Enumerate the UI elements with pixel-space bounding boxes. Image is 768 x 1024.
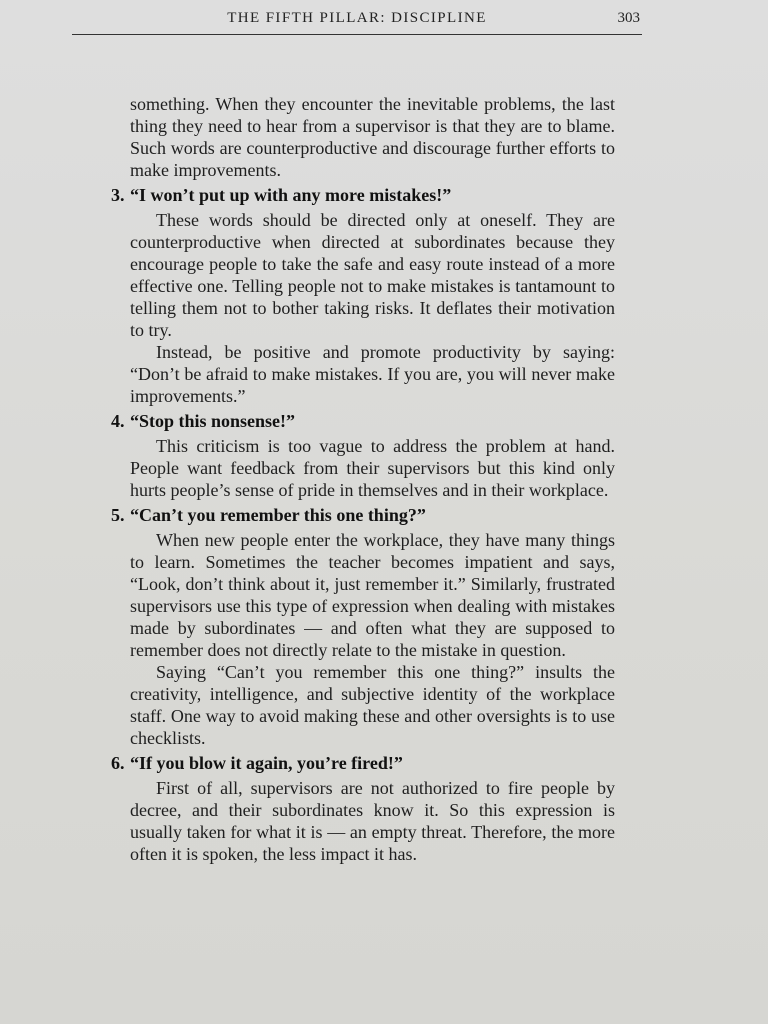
- item-number: 4.: [111, 411, 125, 431]
- item-title: “Can’t you remember this one thing?”: [130, 505, 426, 525]
- numbered-item-3: [111, 184, 615, 407]
- numbered-item-5: [111, 504, 615, 749]
- item-paragraph: This criticism is too vague to address the problem at hand. People want feedback from their supervisors but this kind only hurts people’s sense of pride in themselves and in their workplace.: [130, 436, 615, 500]
- item-heading: [111, 752, 615, 774]
- item-heading: [111, 184, 615, 206]
- item-number: 3.: [111, 185, 125, 205]
- page-body: [111, 93, 615, 865]
- item-paragraph: When new people enter the workplace, they have many things to learn. Sometimes the teacher becomes impatient and says, “Look, don’t think about it, just remember it.” Similarly, frustrated supervisors use this type of expression when dealing with mistakes made by subordinates — and often what they are supposed to remember does not directly relate to the mistake in question.: [130, 530, 615, 660]
- numbered-item-6: [111, 752, 615, 865]
- numbered-item-4: [111, 410, 615, 501]
- item-heading: [111, 504, 615, 526]
- item-paragraph: These words should be directed only at oneself. They are counterproductive when directed at subordinates because they encourage people to take the safe and easy route instead of a more effective one. Telling people not to make mistakes is tantamount to telling them not to bother taking risks. It deflates their motivation to try.: [130, 210, 615, 340]
- running-title: THE FIFTH PILLAR: DISCIPLINE: [227, 10, 487, 26]
- item-paragraph: First of all, supervisors are not authorized to fire people by decree, and their subordinates know it. So this expression is usually taken for what it is — an empty threat. Therefore, the more often it is spoken, the less impact it has.: [130, 778, 615, 864]
- page-number: 303: [617, 10, 640, 26]
- item-title: “If you blow it again, you’re fired!”: [130, 753, 403, 773]
- item-number: 5.: [111, 505, 125, 525]
- item-heading: [111, 410, 615, 432]
- item-title: “I won’t put up with any more mistakes!”: [130, 185, 452, 205]
- item-number: 6.: [111, 753, 125, 773]
- item-paragraph: Saying “Can’t you remember this one thing?” insults the creativity, intelligence, and subjective identity of the workplace staff. One way to avoid making these and other oversights is to use checklists.: [130, 662, 615, 748]
- item-title: “Stop this nonsense!”: [130, 411, 296, 431]
- item-paragraph: Instead, be positive and promote productivity by saying: “Don’t be afraid to make mistakes. If you are, you will never make improvements.”: [130, 342, 615, 406]
- intro-paragraph: something. When they encounter the inevitable problems, the last thing they need to hear from a supervisor is that they are to blame. Such words are counterproductive and discourage further efforts to make improvements.: [130, 94, 615, 180]
- running-header: [72, 10, 642, 35]
